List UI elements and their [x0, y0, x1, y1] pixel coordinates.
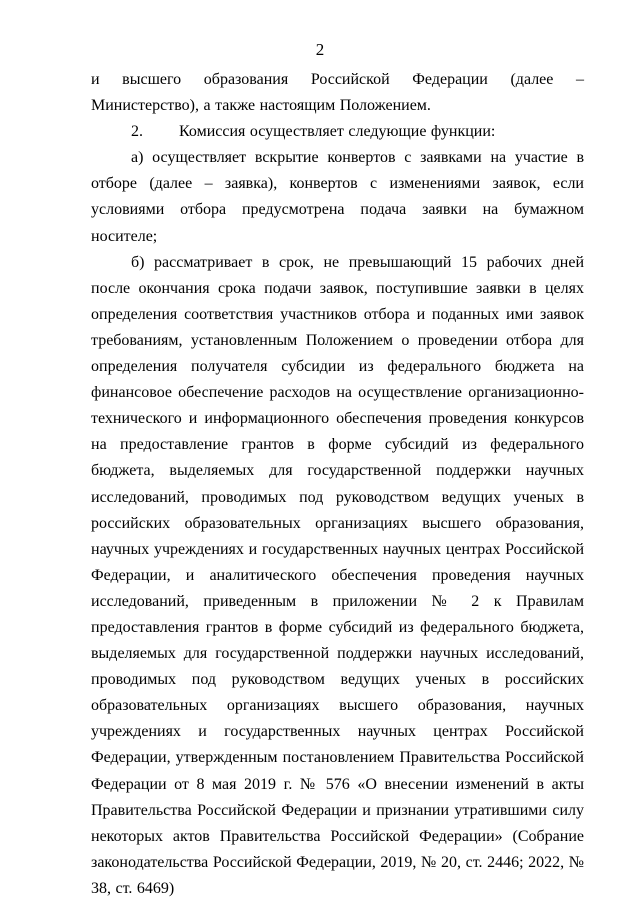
paragraph-continuation: и высшего образования Российской Федерации (далее – Министерство), а также настоящим Положением.	[91, 71, 584, 115]
paragraph-item-2: 2. Комиссия осуществляет следующие функции:	[131, 123, 496, 141]
document-body	[91, 67, 584, 902]
page-number: 2	[315, 40, 325, 59]
paragraph-subitem-b: б) рассматривает в срок, не превышающий 15 рабочих дней после окончания срока подачи заявок, поступившие заявки в целях определения соответствия участников отбора и поданных ими заявок требованиям, установленным Положением о проведении отбора для определения получателя субсидии из федерального бюджета на финансовое обеспечение расходов на осуществление организационно-технического и информационного обеспечения проведения конкурсов на предоставление грантов в форме субсидий из федерального бюджета, выделяемых для государственной поддержки научных исследований, проводимых под руководством ведущих ученых в российских образовательных организациях высшего образования, научных учреждениях и государственных научных центрах Российской Федерации, и аналитического обеспечения проведения научных исследований, приведенным в приложении № 2 к Правилам предоставления грантов в форме субсидий из федерального бюджета, выделяемых для государственной поддержки научных исследований, проводимых под руководством ведущих ученых в российских образовательных организациях высшего образования, научных учреждениях и государственных научных центрах Российской Федерации, утвержденным постановлением Правительства Российской Федерации от 8 мая 2019 г. № 576 «О внесении изменений в акты Правительства Российской Федерации и признании утратившими силу некоторых актов Правительства Российской Федерации» (Собрание законодательства Российской Федерации, 2019, № 20, ст. 2446; 2022, № 38, ст. 6469)	[91, 253, 584, 897]
paragraph-subitem-a: а) осуществляет вскрытие конвертов с заявками на участие в отборе (далее – заявка), конвертов с изменениями заявок, если условиями отбора предусмотрена подача заявки на бумажном носителе;	[91, 149, 584, 245]
